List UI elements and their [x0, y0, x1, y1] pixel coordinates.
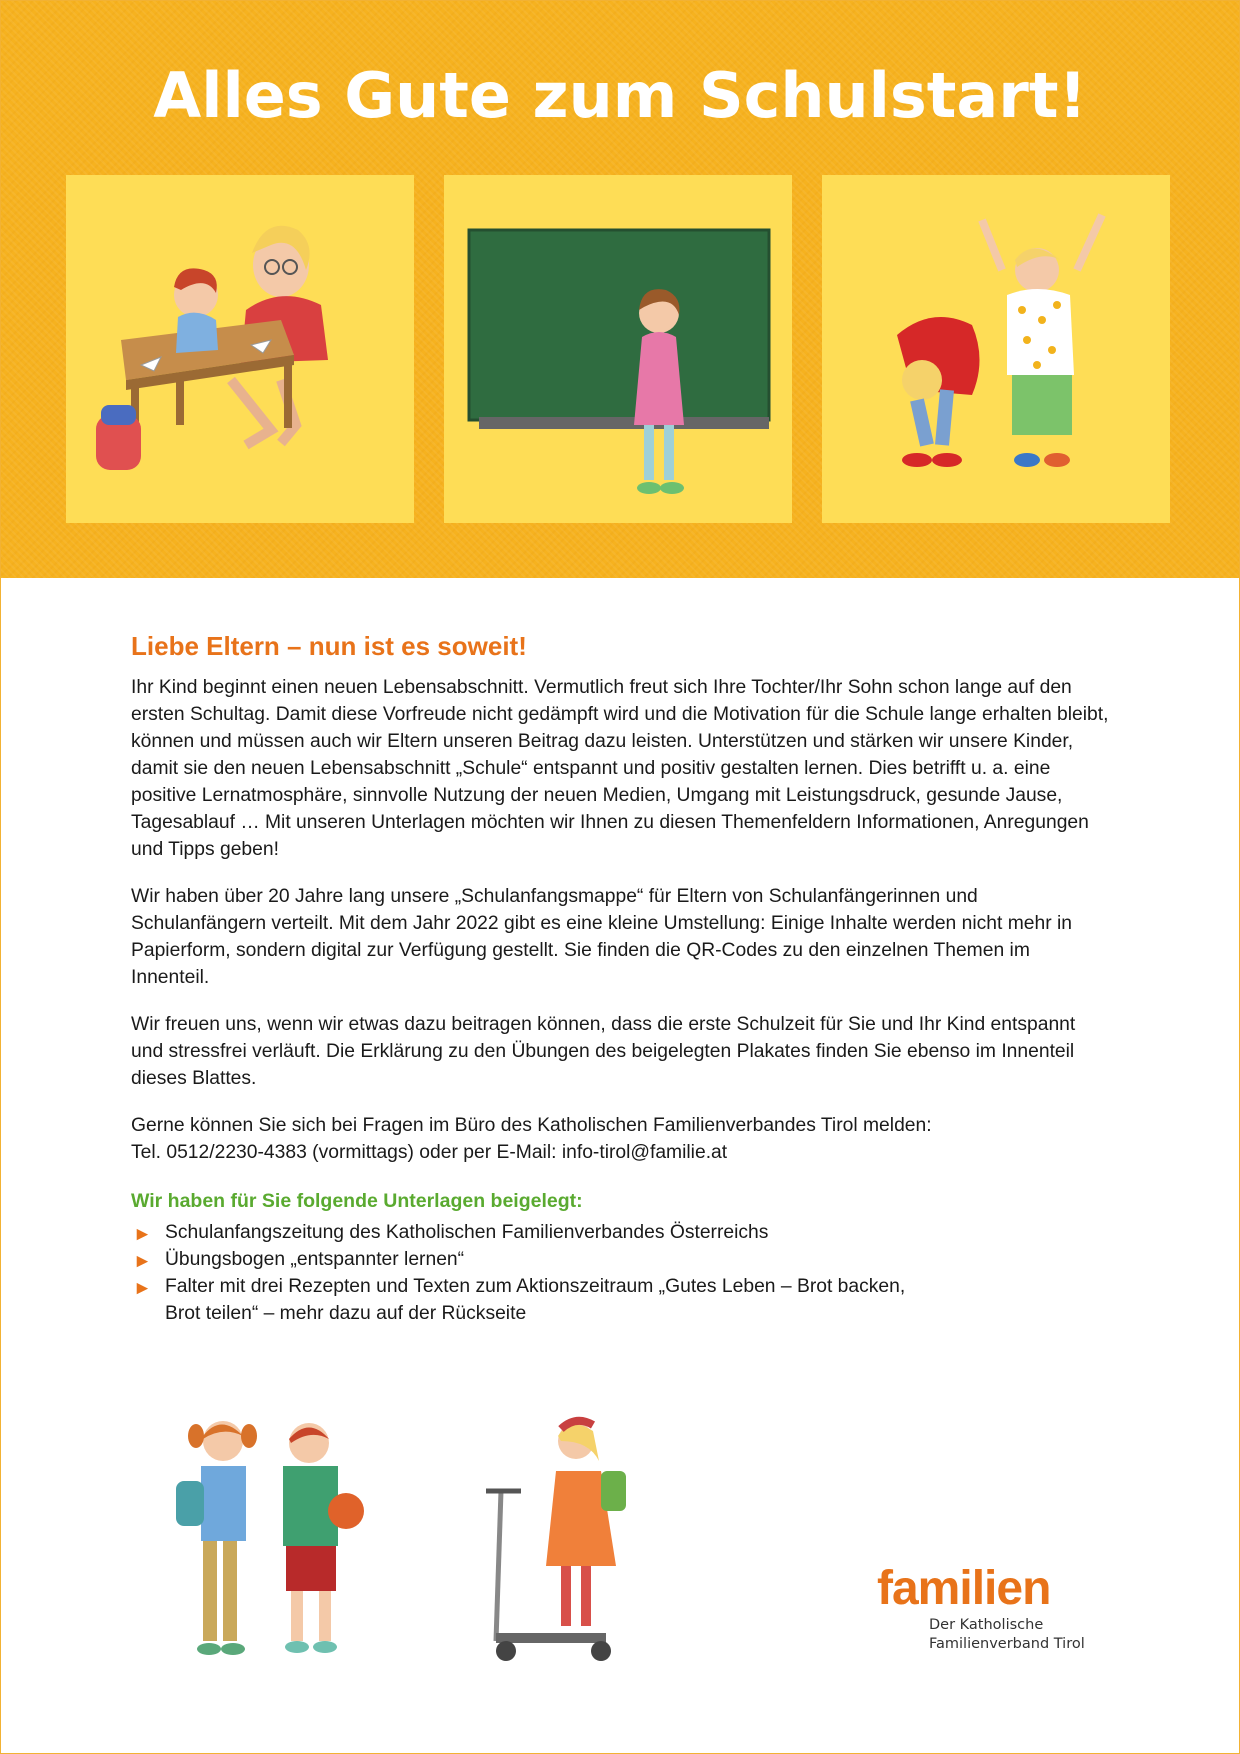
paragraph-contact	[131, 1112, 1111, 1166]
blackboard-child-illustration	[444, 175, 792, 523]
bullet-triangle-icon: ►	[133, 1278, 152, 1299]
paragraph-erste-schulzeit: Wir freuen uns, wenn wir etwas dazu beitragen können, dass die erste Schulzeit für Sie und Ihr Kind entspannt und stressfrei verläuft. Die Erklärung zu den Übungen des beigelegten Plakates finden Sie ebenso im Innenteil dieses Blattes.	[131, 1014, 1076, 1089]
paragraph-schulanfangsmappe: Wir haben über 20 Jahre lang unsere „Schulanfangsmappe“ für Eltern von Schulanfängerinnen und Schulanfängern verteilt. Mit dem Jahr 2022 gibt es eine kleine Umstellung: Einige Inhalte werden nicht mehr in Papierform, sondern digital zur Verfügung gestellt. Sie finden die QR-Codes zu den einzelnen Themen im Innenteil.	[131, 886, 1073, 988]
illustration-panel-blackboard	[444, 175, 792, 523]
list-item: ► Schulanfangszeitung des Katholischen Familienverbandes Österreichs	[131, 1219, 1111, 1246]
contact-text: Gerne können Sie sich bei Fragen im Büro des Katholischen Familienverbandes Tirol melden:	[131, 1115, 932, 1136]
logo-wordmark: familien	[877, 1562, 1051, 1615]
illustration-panel-classroom	[66, 175, 414, 523]
familienverband-logo	[877, 1561, 1117, 1654]
enclosures-list	[131, 1219, 1111, 1327]
list-item: ► Falter mit drei Rezepten und Texten zum Aktionszeitraum „Gutes Leben – Brot backen, Brot teilen“ – mehr dazu auf der Rückseite	[133, 1276, 906, 1324]
contact-phone-email: Tel. 0512/2230-4383 (vormittags) oder per E-Mail: info-tirol@familie.at	[131, 1142, 728, 1163]
exercising-children-illustration	[822, 175, 1170, 523]
bullet-triangle-icon: ►	[133, 1251, 152, 1272]
page-title: Alles Gute zum Schulstart!	[153, 59, 1087, 132]
paragraph-intro: Ihr Kind beginnt einen neuen Lebensabschnitt. Vermutlich freut sich Ihre Tochter/Ihr Sohn schon lange auf den ersten Schultag. Damit diese Vorfreude nicht gedämpft wird und die Motivation für die Schule lange erhalten bleibt, können und müssen auch wir Eltern unseren Beitrag dazu leisten. Unterstützen und stärken wir unsere Kinder, damit sie den neuen Lebensabschnitt „Schule“ entspannt und positiv gestalten lernen. Dies betrifft u. a. eine positive Lernatmosphäre, sinnvolle Nutzung der neuen Medien, Umgang mit Leistungsdruck, gesunde Jause, Tagesablauf … Mit unseren Unterlagen möchten wir Ihnen zu diesen Themenfeldern Informationen, Anregungen und Tipps geben!	[131, 677, 1109, 860]
bullet-triangle-icon: ►	[133, 1224, 152, 1245]
letter-heading: Liebe Eltern – nun ist es soweit!	[131, 631, 527, 661]
classroom-desk-illustration	[66, 175, 414, 523]
letter-content	[131, 631, 1111, 1327]
logo-line-2: Familienverband Tirol	[929, 1636, 1085, 1652]
header-banner	[1, 1, 1239, 578]
logo-line-1: Der Katholische	[929, 1617, 1044, 1633]
list-item: ► Übungsbogen „entspannter lernen“	[131, 1246, 1111, 1273]
children-illustration	[161, 1401, 681, 1681]
list-heading: Wir haben für Sie folgende Unterlagen beigelegt:	[131, 1190, 583, 1212]
illustration-panel-exercise	[822, 175, 1170, 523]
